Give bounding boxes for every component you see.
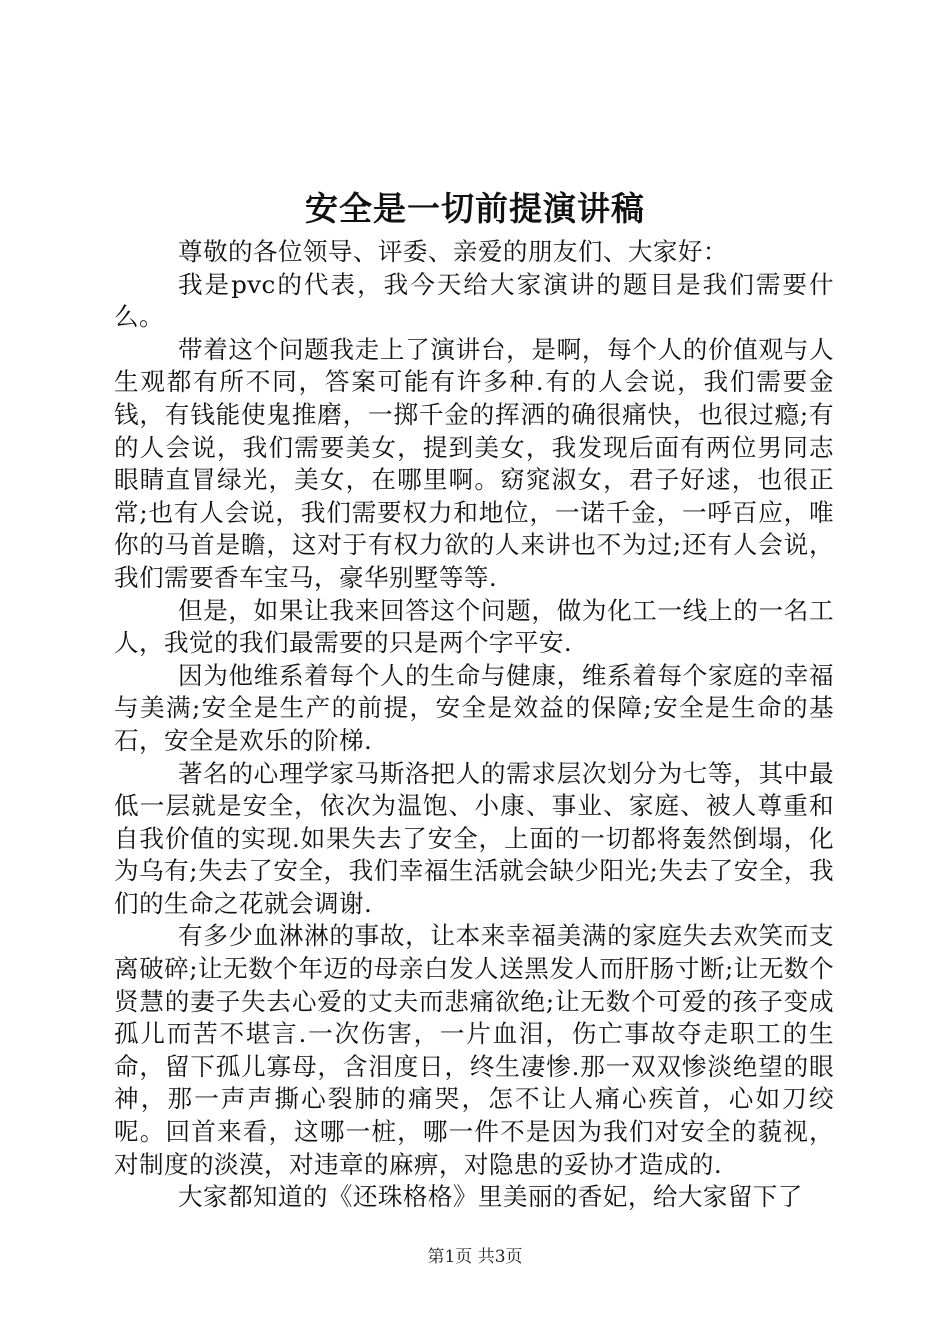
paragraph-greeting: 尊敬的各位领导、评委、亲爱的朋友们、大家好： [177, 237, 728, 266]
paragraph-xiangfei: 大家都知道的《还珠格格》里美丽的香妃，给大家留下了 [177, 1182, 803, 1212]
paragraph-safety-answer: 但是，如果让我来回答这个问题，做为化工一线上的一名工人，我觉的我们最需要的只是两个字平安. [114, 595, 834, 658]
paragraph-maslow: 著名的心理学家马斯洛把人的需求层次划分为七等，其中最低一层就是安全，依次为温饱、小康、事业、家庭、被人尊重和自我价值的实现.如果失去了安全，上面的一切都将轰然倒塌，化为乌有;失去了安全，我们幸福生活就会缺少阳光;失去了安全，我们的生命之花就会调谢. [114, 758, 834, 918]
paragraph-answers: 带着这个问题我走上了演讲台，是啊，每个人的价值观与人生观都有所不同，答案可能有许多种.有的人会说，我们需要金钱，有钱能使鬼推磨，一掷千金的挥洒的确很痛快，也很过瘾;有的人会说，我们需要美女，提到美女，我发现后面有两位男同志眼睛直冒绿光，美女，在哪里啊。窈窕淑女，君子好逑，也很正常;也有人会说，我们需要权力和地位，一诺千金，一呼百应，唯你的马首是瞻，这对于有权力欲的人来讲也不为过;还有人会说，我们需要香车宝马，豪华别墅等等. [114, 334, 834, 592]
document-body [114, 236, 834, 1214]
paragraph-intro: 我是pvc的代表，我今天给大家演讲的题目是我们需要什么。 [114, 269, 834, 332]
paragraph-accidents: 有多少血淋淋的事故，让本来幸福美满的家庭失去欢笑而支离破碎;让无数个年迈的母亲白发人送黑发人而肝肠寸断;让无数个贤慧的妻子失去心爱的丈夫而悲痛欲绝;让无数个可爱的孩子变成孤儿而苦不堪言.一次伤害，一片血泪，伤亡事故夺走职工的生命，留下孤儿寡母，含泪度日，终生凄惨.那一双双惨淡绝望的眼神，那一声声撕心裂肺的痛哭，怎不让人痛心疾首，心如刀绞呢。回首来看，这哪一桩，哪一件不是因为我们对安全的藐视，对制度的淡漠，对违章的麻痹，对隐患的妥协才造成的. [114, 921, 834, 1179]
document-title: 安全是一切前提演讲稿 [305, 189, 645, 228]
page-footer: 第1页 共3页 [427, 1247, 523, 1267]
paragraph-safety-importance: 因为他维系着每个人的生命与健康，维系着每个家庭的幸福与美满;安全是生产的前提，安全是效益的保障;安全是生命的基石，安全是欢乐的阶梯. [114, 660, 834, 755]
